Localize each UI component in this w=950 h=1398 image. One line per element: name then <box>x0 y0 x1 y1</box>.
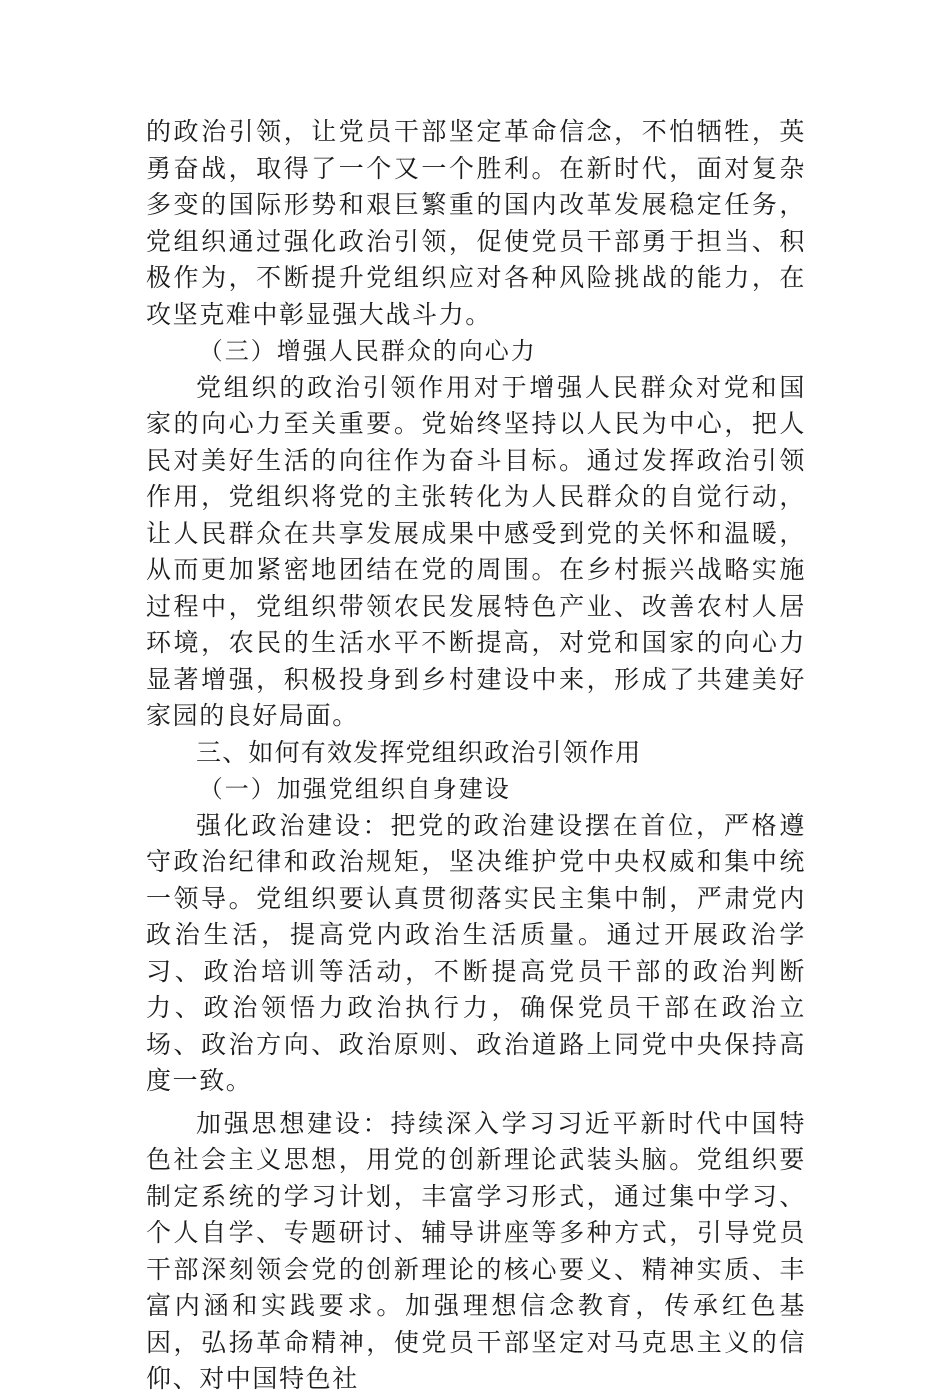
paragraph-ideological-construction: 加强思想建设：持续深入学习习近平新时代中国特色社会主义思想，用党的创新理论武装头脑。党组织要制定系统的学习计划，丰富学习形式，通过集中学习、个人自学、专题研讨、辅导讲座等多种方式，引导党员干部深刻领会党的创新理论的核心要义、精神实质、丰富内涵和实践要求。加强理想信念教育，传承红色基因，弘扬革命精神，使党员干部坚定对马克思主义的信仰、对中国特色社 <box>146 1108 806 1393</box>
subheading-enhance-cohesion: （三）增强人民群众的向心力 <box>198 337 537 365</box>
subheading-self-construction: （一）加强党组织自身建设 <box>198 775 511 803</box>
section-heading-how-to: 三、如何有效发挥党组织政治引领作用 <box>196 737 642 767</box>
paragraph-continuation: 的政治引领，让党员干部坚定革命信念，不怕牺牲，英勇奋战，取得了一个又一个胜利。在新时代，面对复杂多变的国际形势和艰巨繁重的国内改革发展稳定任务，党组织通过强化政治引领，促使党员干部勇于担当、积极作为，不断提升党组织应对各种风险挑战的能力，在攻坚克难中彰显强大战斗力。 <box>146 117 806 329</box>
paragraph-political-construction: 强化政治建设：把党的政治建设摆在首位，严格遵守政治纪律和政治规矩，坚决维护党中央权威和集中统一领导。党组织要认真贯彻落实民主集中制，严肃党内政治生活，提高党内政治生活质量。通过开展政治学习、政治培训等活动，不断提高党员干部的政治判断力、政治领悟力政治执行力，确保党员干部在政治立场、政治方向、政治原则、政治道路上同党中央保持高度一致。 <box>146 810 806 1095</box>
document-body <box>146 114 806 1398</box>
paragraph-cohesion: 党组织的政治引领作用对于增强人民群众对党和国家的向心力至关重要。党始终坚持以人民为中心，把人民对美好生活的向往作为奋斗目标。通过发挥政治引领作用，党组织将党的主张转化为人民群众的自觉行动，让人民群众在共享发展成果中感受到党的关怀和温暖，从而更加紧密地团结在党的周围。在乡村振兴战略实施过程中，党组织带领农民发展特色产业、改善农村人居环境，农民的生活水平不断提高，对党和国家的向心力显著增强，积极投身到乡村建设中来，形成了共建美好家园的良好局面。 <box>146 372 806 730</box>
